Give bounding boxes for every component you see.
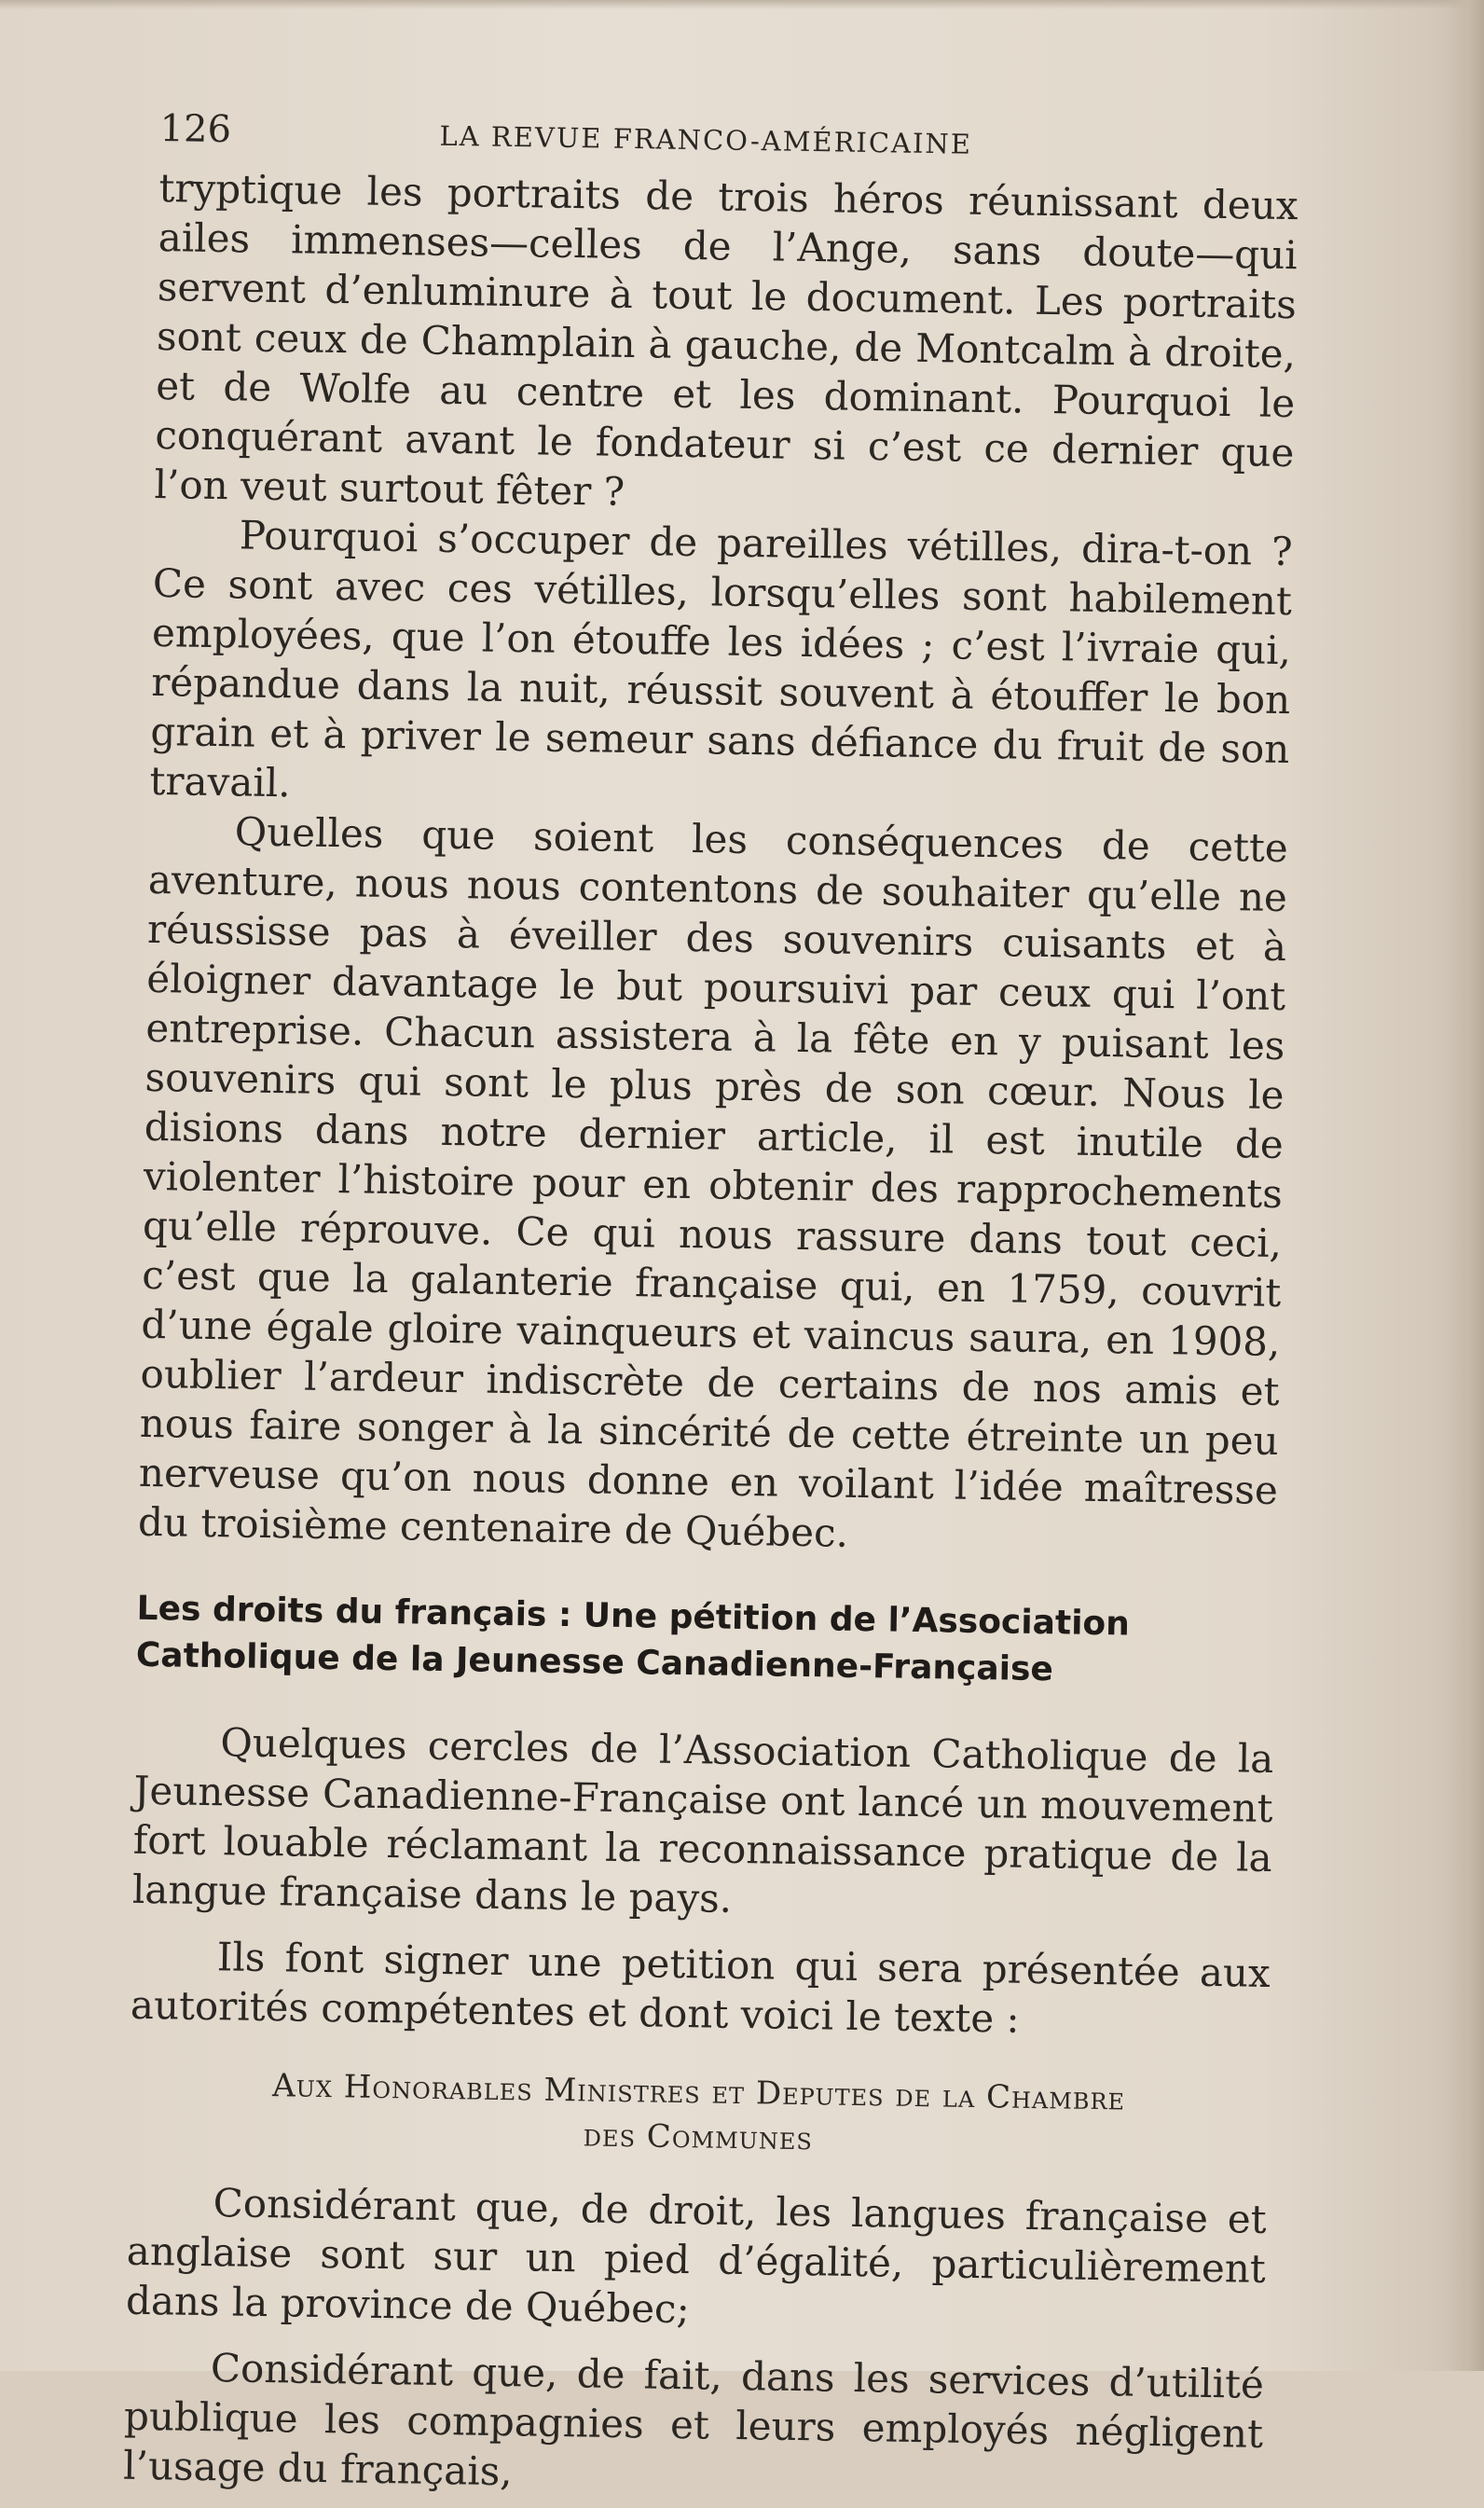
body-text-part1 [138, 163, 1298, 1564]
paragraph: Quelles que soient les conséquences de cette aventure, nous nous contentons de souhaiter qu’elle ne réussisse pas à éveiller des souvenirs cuisants et à éloigner davantage le but poursuivi par ceux qui l’ont entreprise. Chacun assistera à la fête en y puisant les souvenirs qui sont le plus près de son cœur. Nous le disions dans notre dernier article, il est inutile de violenter l’histoire pour en obtenir des rapprochements qu’elle réprouve. Ce qui nous rassure dans tout ceci, c’est que la galanterie française qui, en 1759, couvrit d’une égale gloire vainqueurs et vaincus saura, en 1908, oublier l’ardeur indiscrète de certains de nos amis et nous faire songer à la sincérité de cette étreinte un peu nerveuse qu’on nous donne en voilant l’idée maîtresse du troisième centenaire de Québec. [137, 808, 1289, 1556]
page-binding-edge [1449, 0, 1484, 2371]
paragraph: tryptique les portraits de trois héros réunissant deux ailes immenses—celles de l’Ange, sans doute—qui servent d’enluminure à tout le document. Les portraits sont ceux de Champlain à gauche, de Montcalm à droite, et de Wolfe au centre et les dominant. Pourquoi le conquérant avant le fondateur si c’est ce dernier que l’on veut surtout fêter ? [154, 164, 1298, 515]
paragraph: Considérant que, de droit, les langues française et anglaise sont sur un pied d’égalité, particulièrement dans la province de Québec; [125, 2180, 1267, 2333]
body-text-part3 [123, 2177, 1267, 2508]
page-top-shadow [0, 0, 1484, 9]
section-heading [136, 1586, 1276, 1697]
section-heading-line: Les droits du français : Une pétition de l’Association [136, 1589, 1131, 1644]
paragraph: Quelques cercles de l’Association Catholique de la Jeunesse Canadienne-Française ont lancé un mouvement fort louable réclamant la reconnaissance pratique de la langue française dans le pays. [131, 1719, 1274, 1922]
page-number: 126 [159, 107, 232, 152]
section-heading-line: Catholique de la Jeunesse Canadienne-Française [135, 1635, 1054, 1689]
address-line: des Communes [583, 2116, 814, 2158]
page-content [123, 107, 1299, 2508]
body-text-part2 [131, 1716, 1274, 2047]
paragraph: Ils font signer une petition qui sera présentée aux autorités compétentes et dont voici le texte : [130, 1934, 1271, 2042]
running-title: LA REVUE FRANCO-AMÉRICAINE [439, 119, 973, 160]
address-line: Aux Honorables Ministres et Deputes de la Chambre [271, 2067, 1126, 2118]
paragraph: Considérant que, de fait, dans les services d’utilité publique les compagnies et leurs employés négligent l’usage du français, [122, 2345, 1265, 2495]
paragraph: Pourquoi s’occuper de pareilles vétilles, dira-t-on ? Ce sont avec ces vétilles, lorsqu’elles sont habilement employées, que l’on étouffe les idées ; c’est l’ivraie qui, répandue dans la nuit, réussit souvent à étouffer le bon grain et à priver le semeur sans défiance du fruit de son travail. [149, 512, 1294, 806]
petition-address [129, 2061, 1269, 2169]
